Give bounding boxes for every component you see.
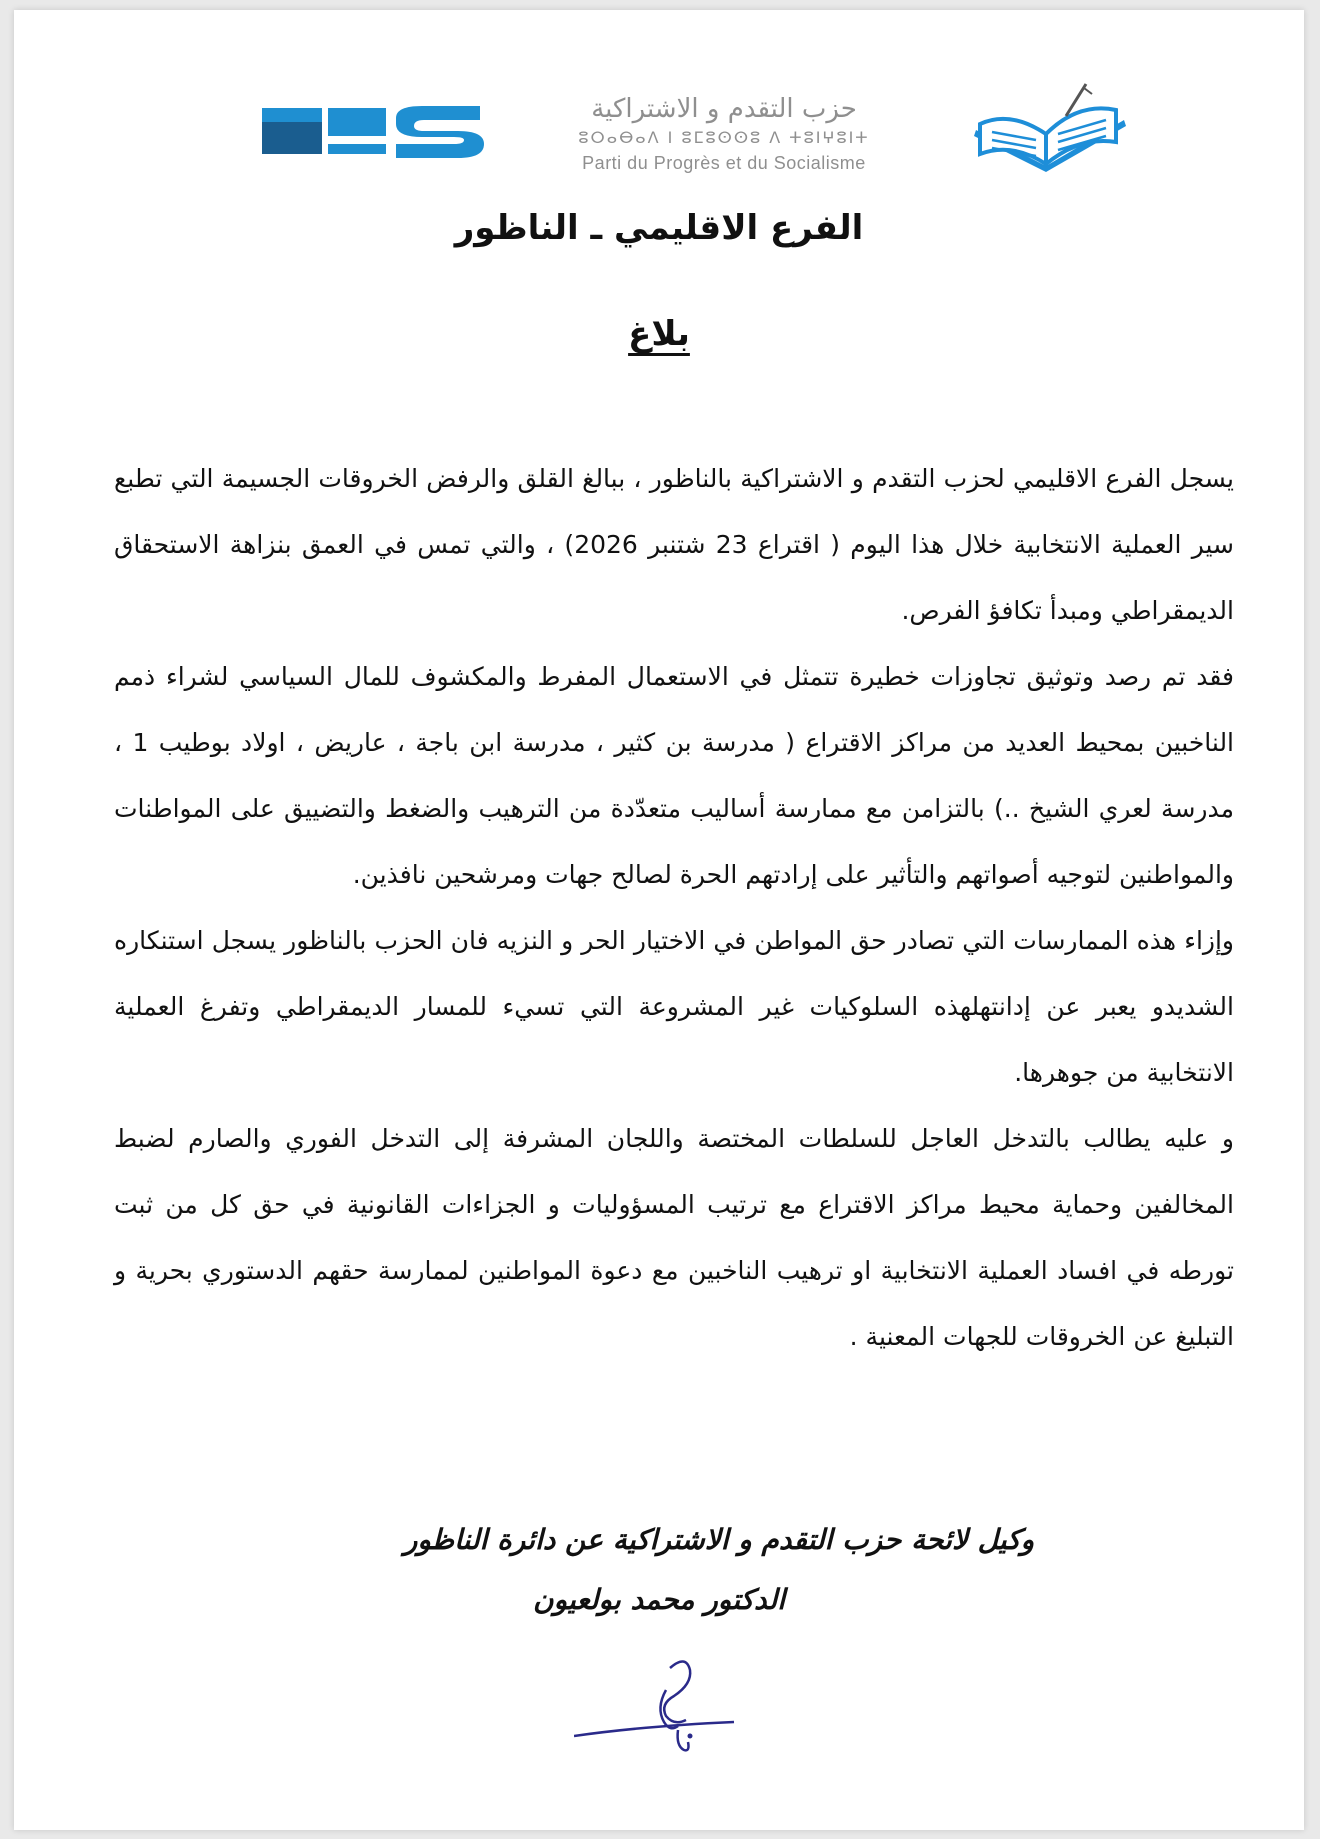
book-logo <box>966 80 1134 180</box>
paragraph-3: وإزاء هذه الممارسات التي تصادر حق المواطن في الاختيار الحر و النزيه فان الحزب بالناظور يسجل استنكاره الشديدو يعبر عن إدانتهلهذه السلوكيات غير المشروعة التي تسيء للمسار الديمقراطي وتفرغ العملية الانتخابية من جوهرها. <box>114 926 1234 1087</box>
signatory-role: وكيل لائحة حزب التقدم و الاشتراكية عن دائرة الناظور <box>403 1523 1035 1556</box>
handwritten-signature <box>574 1650 754 1770</box>
party-name-french: Parti du Progrès et du Socialisme <box>582 153 866 173</box>
letterhead <box>14 70 1304 190</box>
paragraph-2: فقد تم رصد وتوثيق تجاوزات خطيرة تتمثل في الاستعمال المفرط والمكشوف للمال السياسي لشراء ذمم الناخبين بمحيط العديد من مراكز الاقتراع ( مدرسة بن كثير ، مدرسة ابن باجة ، عاريض ، اولاد بوطيب 1 ، مدرسة لعري الشيخ ..) بالتزامن مع ممارسة أساليب متعدّدة من الترهيب والضغط والتضييق على المواطنات والمواطنين لتوجيه أصواتهم والتأثير على إرادتهم الحرة لصالح جهات ومرشحين نافذين. <box>114 662 1235 889</box>
statement-body <box>114 446 1234 1370</box>
party-name-block <box>524 92 924 176</box>
signatory-name: الدكتور محمد بولعيون <box>533 1583 785 1616</box>
document-title <box>14 314 1304 354</box>
branch-title: الفرع الاقليمي ـ الناظور <box>454 208 864 248</box>
document-title-text: بلاغ <box>628 314 690 354</box>
pps-logo <box>262 98 486 164</box>
document-page <box>14 10 1304 1830</box>
party-name-tifinagh: ⵓⵔⴰⴱⴰⴷ ⵏ ⵓⵎⵓⵙⵙⵓ ⴷ ⵜⵓⵏⵖⵓⵏⵜ <box>578 128 870 147</box>
paragraph-4: و عليه يطالب بالتدخل العاجل للسلطات المختصة واللجان المشرفة إلى التدخل الفوري والصارم لضبط المخالفين وحماية محيط مراكز الاقتراع مع ترتيب المسؤوليات و الجزاءات القانونية في حق كل من ثبت تورطه في افساد العملية الانتخابية او ترهيب الناخبين مع دعوة المواطنين لممارسة حقهم الدستوري بحرية و التبليغ عن الخروقات للجهات المعنية . <box>114 1124 1234 1351</box>
paragraph-1: يسجل الفرع الاقليمي لحزب التقدم و الاشتراكية بالناظور ، ببالغ القلق والرفض الخروقات الجسيمة التي تطبع سير العملية الانتخابية خلال هذا اليوم ( اقتراع 23 شتنبر 2026) ، والتي تمس في العمق بنزاهة الاستحقاق الديمقراطي ومبدأ تكافؤ الفرص. <box>114 464 1234 625</box>
signoff-block <box>14 1510 1304 1630</box>
party-name-arabic: حزب التقدم و الاشتراكية <box>591 94 857 124</box>
